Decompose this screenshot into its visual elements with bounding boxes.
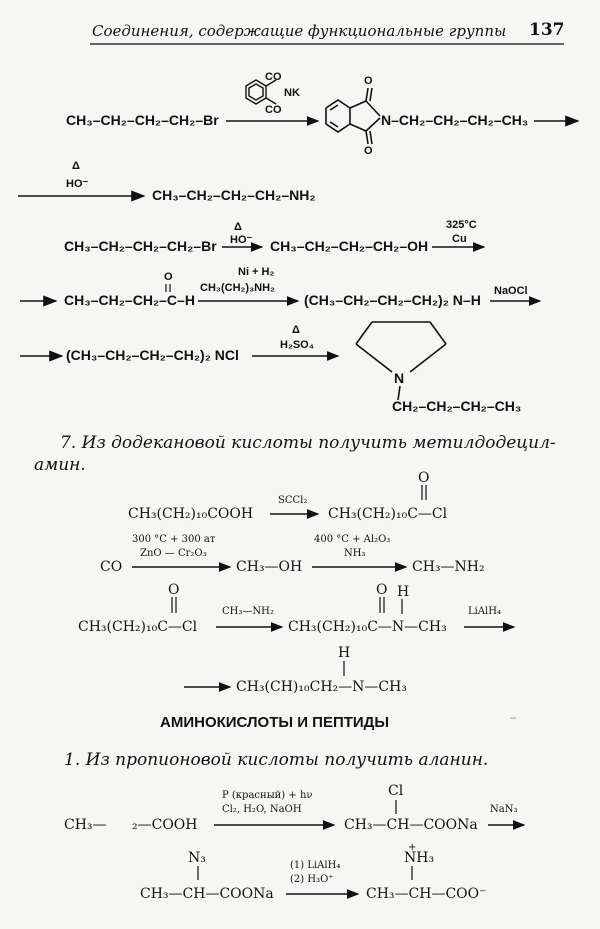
n-butylphthalimide-structure	[326, 88, 380, 144]
task7-line1: 7. Из додекановой кислоты получить метилдодецил-	[60, 433, 556, 453]
imide-chain: N–CH₂–CH₂–CH₂–CH₃	[381, 112, 529, 128]
pyr-aldehyde-o: O	[164, 271, 173, 283]
pyr-ring-chain: CH₂–CH₂–CH₂–CH₃	[392, 398, 522, 414]
pyr-amine: (CH₃–CH₂–CH₂–CH₂)₂ N–H	[304, 292, 481, 308]
task7-acyl2-o: O	[168, 582, 180, 598]
task1-cl: Cl	[388, 783, 404, 799]
section-title: АМИНОКИСЛОТЫ И ПЕПТИДЫ	[160, 714, 390, 731]
potassium-phthalimide-structure	[246, 80, 276, 104]
task7-amide: CH₃(CH₂)₁₀C—N—CH₃	[288, 619, 447, 635]
task1-alanine: CH₃—CH—COO⁻	[366, 886, 487, 902]
reagent-nk: NK	[284, 87, 300, 99]
pyr-cond5-acid: H₂SO₄	[280, 339, 314, 351]
task1-chloro: CH₃—CH—COONa	[344, 817, 478, 833]
task1-cond3-a: (1) LiAlH₄	[290, 860, 341, 871]
pyr-start: CH₃–CH₂–CH₂–CH₂–Br	[64, 238, 217, 254]
pyr-cond1-base: HO⁻	[230, 234, 253, 246]
pyr-cond4: NaOCl	[494, 285, 528, 297]
task7-cond-amide: CH₃—NH₂	[222, 606, 274, 617]
pyr-cond5-heat: Δ	[292, 324, 300, 336]
task1-n3: N₃	[188, 850, 206, 866]
imide-o-top: O	[364, 75, 373, 87]
task7-final: CH₃(CH)₁₀CH₂—N—CH₃	[236, 679, 407, 695]
task1-nh3: NH₃	[404, 850, 435, 866]
task7-acyl-o: O	[418, 470, 430, 486]
task1-cond3-b: (2) H₃O⁺	[290, 874, 334, 885]
task1-cond2: NaN₃	[490, 804, 518, 815]
running-header-title: Соединения, содержащие функциональные группы	[92, 22, 507, 40]
task7-cond-reduce: LiAlH₄	[468, 606, 501, 617]
reagent-co-top: CO	[265, 71, 282, 83]
imide-o-bottom: O	[364, 145, 373, 157]
pyr-alcohol: CH₃–CH₂–CH₂–CH₂–OH	[270, 238, 429, 254]
pyr-cond1-heat: Δ	[234, 221, 242, 233]
task7-methanol-cond1: 300 °C + 300 ат	[132, 534, 216, 545]
task7-acyl2: CH₃(CH₂)₁₀C—Cl	[78, 619, 198, 635]
task1-text: 1. Из пропионовой кислоты получить аланин.	[64, 750, 489, 770]
task7-acyl: CH₃(CH₂)₁₀C—Cl	[328, 506, 448, 522]
pyr-cond3-a: Ni + H₂	[238, 266, 275, 278]
task7-acid: CH₃(CH₂)₁₀COOH	[128, 506, 254, 522]
task7-methanol: CH₃—OH	[236, 559, 303, 575]
pyr-aldehyde: CH₃–CH₂–CH₂–C–H	[64, 292, 195, 308]
pyr-cond2-temp: 325°C	[446, 219, 477, 231]
gabriel-cond-heat: Δ	[72, 160, 80, 172]
task1-nh3-plus: +	[408, 842, 417, 853]
pyr-cond3-b: CH₃(CH₂)₃NH₂	[200, 282, 275, 294]
page-number: 137	[529, 20, 565, 40]
gabriel-start: CH₃–CH₂–CH₂–CH₂–Br	[66, 112, 219, 128]
task7-cond-scl: SCCl₂	[278, 495, 308, 506]
task7-final-h: H	[338, 645, 351, 661]
task7-amine-cond2: NH₃	[344, 548, 366, 559]
task1-cond1-b: Cl₂, H₂O, NaOH	[222, 804, 302, 815]
pyr-ring-n: N	[394, 370, 405, 386]
pyr-chloramine: (CH₃–CH₂–CH₂–CH₂)₂ NCl	[66, 347, 239, 363]
pyr-cond2-cat: Cu	[452, 233, 467, 245]
gabriel-cond-base: HO⁻	[66, 178, 89, 190]
gabriel-product: CH₃–CH₂–CH₂–CH₂–NH₂	[152, 187, 316, 203]
task7-methanol-cond2: ZnO — Cr₂O₃	[140, 548, 207, 559]
task7-amine-cond1: 400 °C + Al₂O₃	[314, 534, 391, 545]
reagent-co-bottom: CO	[265, 104, 282, 116]
task1-start-mid: ₂—COOH	[132, 817, 198, 833]
task7-amide-o: O	[376, 582, 388, 598]
pyrrolidine-ring	[356, 322, 446, 400]
task7-methylamine: CH₃—NH₂	[412, 559, 485, 575]
task7-line2: амин.	[34, 455, 86, 475]
task7-co: CO	[100, 559, 123, 575]
task1-start: CH₃—	[64, 817, 107, 833]
task1-azide: CH₃—CH—COONa	[140, 886, 274, 902]
task7-amide-h: H	[397, 584, 410, 600]
task1-cond1-a: P (красный) + hν	[222, 790, 313, 801]
